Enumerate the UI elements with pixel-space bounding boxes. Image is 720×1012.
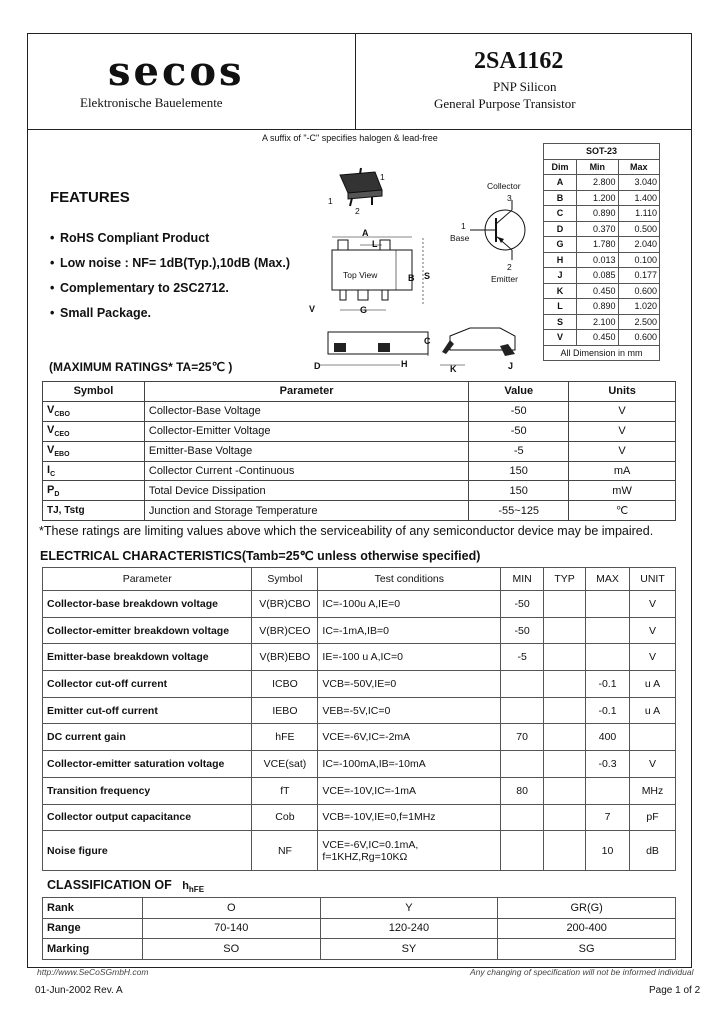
elec-row: Emitter cut-off current IEBO VEB=-5V,IC=0 -0.1 u A	[43, 697, 676, 724]
max-ratings-table: Symbol Parameter Value Units $V_{CBO}$ Collector-Base Voltage -50 V $V_{CEO}$ Collector-Emitter Voltage -50 V $V_{EBO}$ Emitter-Base Voltage -5 V $I_C$ Collector Current -Continuous 150 mA $P_D$ Total Device Dissipation 150 mW TJ, Tstg Junction and Storage Temperature -55~125 ℃	[42, 381, 676, 521]
class-row: Range 70-140 120-240 200-400	[43, 918, 676, 939]
page-number: Page 1 of 2	[649, 985, 701, 996]
dim-row: G 1.780 2.040	[544, 237, 660, 253]
dim-c-label: C	[424, 336, 431, 346]
base-label: Base	[450, 233, 470, 243]
header-bottom-rule	[27, 129, 692, 130]
disclaimer: Any changing of specification will not be informed individual	[470, 967, 694, 977]
dim-row: B 1.200 1.400	[544, 190, 660, 206]
dim-g-label: G	[360, 305, 368, 315]
class-row: Rank O Y GR(G)	[43, 898, 676, 919]
elec-row: Collector cut-off current ICBO VCB=-50V,IE=0 -0.1 u A	[43, 671, 676, 698]
rating-row: $V_{CBO}$ Collector-Base Voltage -50 V	[43, 401, 676, 421]
collector-label: Collector	[487, 181, 521, 191]
dim-row: V 0.450 0.600	[544, 330, 660, 346]
classification-title: CLASSIFICATION OF $h_{hFE}$	[47, 878, 205, 895]
dim-table-footer: All Dimension in mm	[544, 345, 660, 361]
dim-row: L 0.890 1.020	[544, 299, 660, 315]
max-ratings-title: (MAXIMUM RATINGS* TA=25℃ )	[49, 360, 233, 374]
dim-h-label: H	[401, 359, 408, 369]
lead-detail-outline	[440, 328, 515, 365]
dim-row: J 0.085 0.177	[544, 268, 660, 284]
dim-v-label: V	[309, 304, 316, 314]
feature-item: • Low noise : NF= 1dB(Typ.),10dB (Max.)	[50, 256, 290, 270]
suffix-note: A suffix of "-C" specifies halogen & lead-free	[262, 133, 438, 143]
features-title: FEATURES	[50, 189, 130, 206]
dim-row: K 0.450 0.600	[544, 283, 660, 299]
emitter-label: Emitter	[491, 274, 518, 284]
feature-item: • Small Package.	[50, 306, 152, 320]
pin-2-label: 2	[507, 262, 512, 272]
elec-row: Collector-emitter breakdown voltage V(BR)CEO IC=-1mA,IB=0 -50 V	[43, 617, 676, 644]
pin-1-label: 1	[461, 221, 466, 231]
part-description: General Purpose Transistor	[434, 96, 576, 111]
dim-j-label: J	[508, 361, 514, 371]
classification-table	[42, 897, 676, 960]
dim-s-label: S	[424, 271, 431, 281]
electrical-title: ELECTRICAL CHARACTERISTICS(Tamb=25℃ unless otherwise specified)	[40, 549, 481, 563]
elec-row: Transition frequency fT VCE=-10V,IC=-1mA 80 MHz	[43, 777, 676, 804]
dim-row: D 0.370 0.500	[544, 221, 660, 237]
company-logo: secos	[108, 48, 245, 95]
pkg-pin-label: 1	[380, 172, 385, 182]
feature-item: • RoHS Compliant Product	[50, 231, 210, 245]
top-view-label: Top View	[343, 270, 378, 280]
part-number: 2SA1162	[474, 48, 564, 74]
electrical-table: Parameter Symbol Test conditions MIN TYP MAX UNIT Collector-base breakdown voltage V(BR)CBO IC=-100u A,IE=0 -50 V Collector-emitter breakdown voltage V(BR)CEO IC=-1mA,IB=0 -50 V Emitter-base breakdown voltage V(BR)EBO IE=-100 u A,IC=0 -5 V Collector cut-off current ICBO VCB=-50V,IE=0 -0.1 u A Emitter cut-off current IEBO VEB=-5V,IC=0 -0.1 u A DC current gain hFE VCE=-6V,IC=-2mA 70 400 Collector-emitter saturation voltage VCE(sat) IC=-100mA,IB=-10mA -0.3 V Transition frequency fT VCE=-10V,IC=-1mA 80 MHz Collector output capacitance Cob VCB=-10V,IE=0,f=1MHz 7 pF Noise figure NF VCE=-6V,IC=0.1mA, f=1KHZ,Rg=10KΩ 10 dB	[42, 567, 676, 871]
website-link[interactable]: http://www.SeCoSGmbH.com	[37, 967, 149, 977]
elec-row: Noise figure NF VCE=-6V,IC=0.1mA, f=1KHZ,Rg=10KΩ 10 dB	[43, 831, 676, 871]
rating-row: TJ, Tstg Junction and Storage Temperature -55~125 ℃	[43, 501, 676, 521]
elec-row: Collector-base breakdown voltage V(BR)CBO IC=-100u A,IE=0 -50 V	[43, 591, 676, 618]
dim-row: H 0.013 0.100	[544, 252, 660, 268]
transistor-symbol-icon	[470, 200, 525, 260]
dim-row: C 0.890 1.110	[544, 206, 660, 222]
rating-row: $V_{CEO}$ Collector-Emitter Voltage -50 V	[43, 421, 676, 441]
package-3d-icon	[340, 168, 382, 206]
header-divider	[355, 33, 356, 130]
elec-row: Collector-emitter saturation voltage VCE(sat) IC=-100mA,IB=-10mA -0.3 V	[43, 751, 676, 778]
revision-date: 01-Jun-2002 Rev. A	[35, 985, 123, 996]
dim-table-title: SOT-23	[544, 144, 660, 160]
dim-row: A 2.800 3.040	[544, 175, 660, 191]
elec-row: DC current gain hFE VCE=-6V,IC=-2mA 70 400	[43, 724, 676, 751]
rating-row: $P_D$ Total Device Dissipation 150 mW	[43, 481, 676, 501]
dim-k-label: K	[450, 364, 457, 374]
pkg-pin-label: 2	[355, 206, 360, 216]
company-name: Elektronische Bauelemente	[80, 95, 223, 110]
class-row: Marking SO SY SG	[43, 939, 676, 960]
elec-row: Collector output capacitance Cob VCB=-10V,IE=0,f=1MHz 7 pF	[43, 804, 676, 831]
dim-a-label: A	[362, 228, 369, 238]
max-ratings-note: *These ratings are limiting values above which the serviceability of any semiconductor device may be impaired.	[39, 524, 654, 538]
pin-3-label: 3	[507, 193, 512, 203]
dimension-table: SOT-23 Dim Min Max A 2.800 3.040 B 1.200 1.400 C 0.890 1.110 D 0.370 0.500 G 1.780 2.040 H 0.013 0.100 J 0.085 0.177 K 0.450 0.600 L 0.890 1.020 S 2.100 2.500 V 0.450 0.600 All Dimension in mm	[543, 143, 660, 361]
part-type: PNP Silicon	[493, 79, 557, 94]
feature-item: • Complementary to 2SC2712.	[50, 281, 229, 295]
side-view-outline	[320, 332, 428, 365]
dim-b-label: B	[408, 273, 415, 283]
pkg-pin-label: 1	[328, 196, 333, 206]
dim-d-label: D	[314, 361, 321, 371]
dim-row: S 2.100 2.500	[544, 314, 660, 330]
rating-row: $I_C$ Collector Current -Continuous 150 mA	[43, 461, 676, 481]
dim-l-label: L	[372, 239, 378, 249]
elec-row: Emitter-base breakdown voltage V(BR)EBO IE=-100 u A,IC=0 -5 V	[43, 644, 676, 671]
rating-row: $V_{EBO}$ Emitter-Base Voltage -5 V	[43, 441, 676, 461]
features-list	[50, 230, 290, 330]
